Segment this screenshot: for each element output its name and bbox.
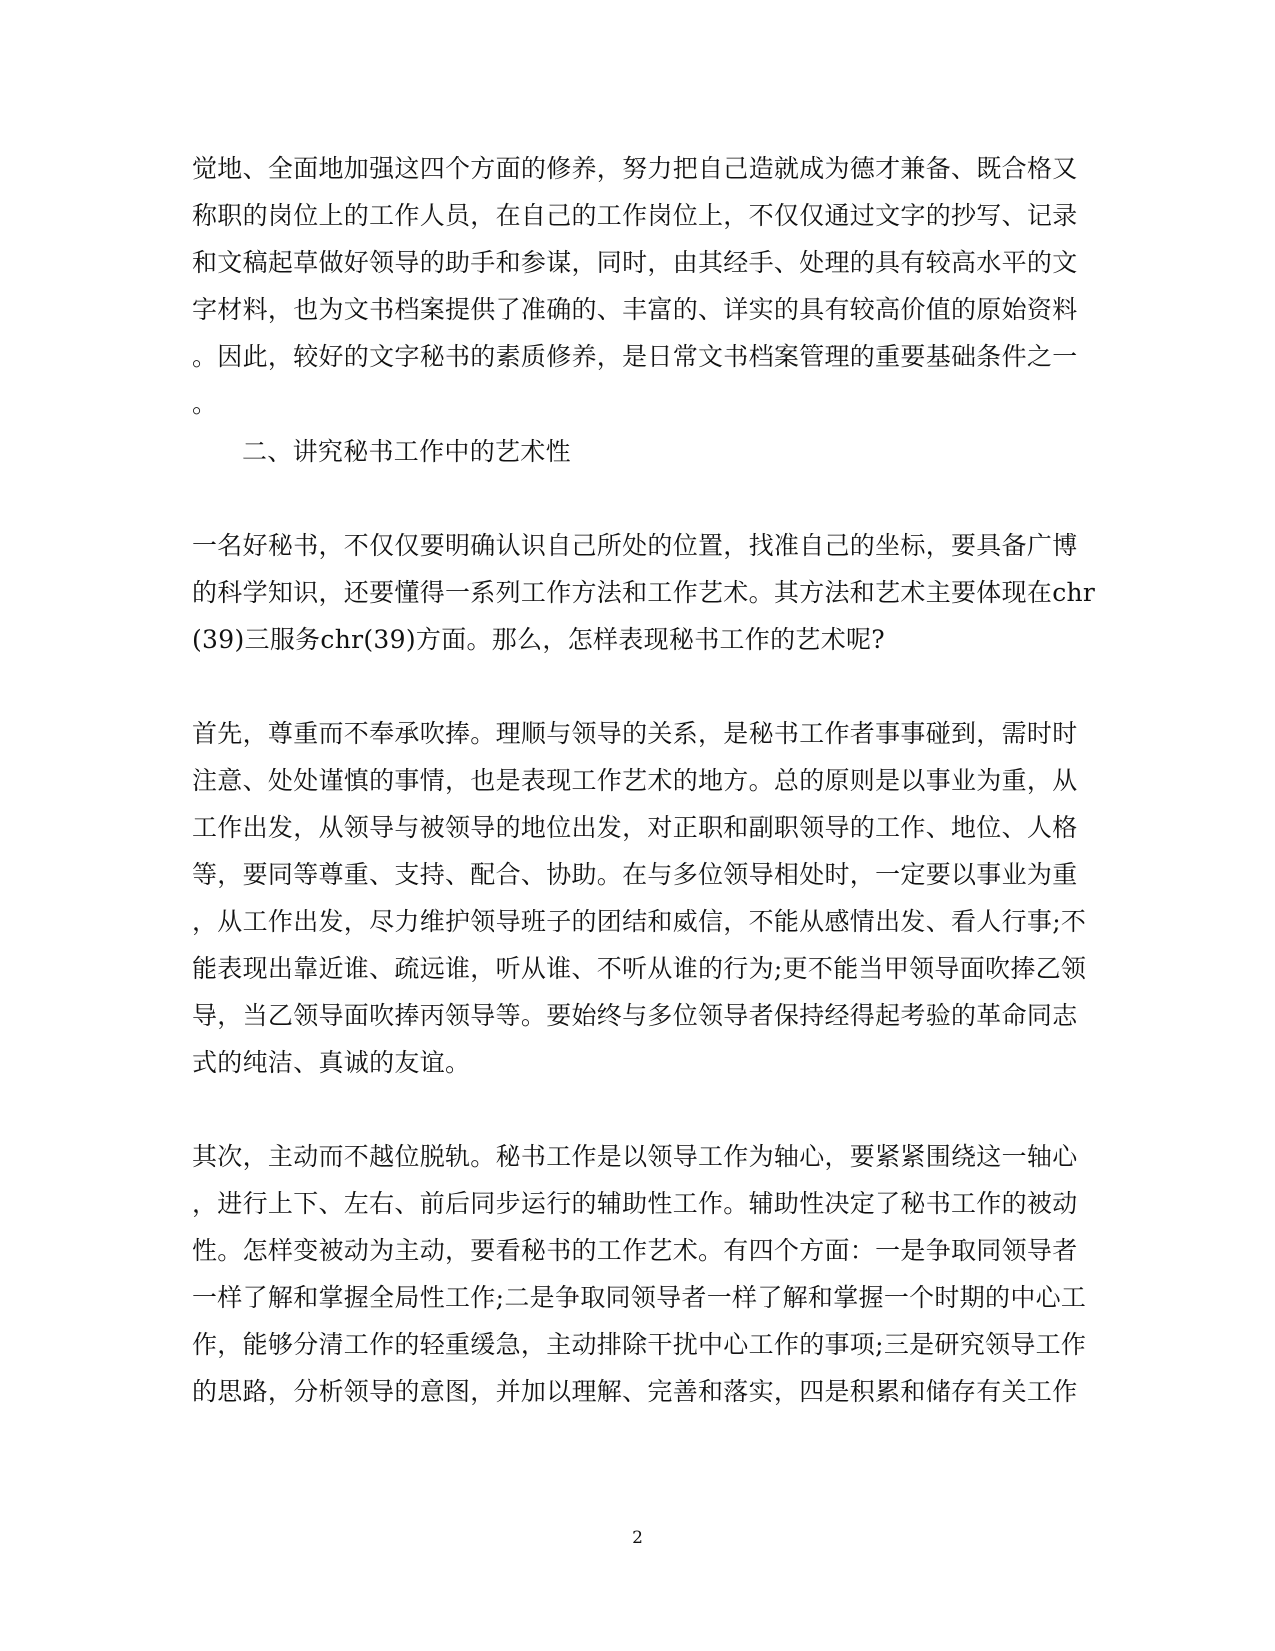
- text-line: 和文稿起草做好领导的助手和参谋，同时，由其经手、处理的具有较高水平的文: [192, 248, 1078, 277]
- text-line: 作，能够分清工作的轻重缓急，主动排除干扰中心工作的事项;三是研究领导工作: [192, 1330, 1087, 1359]
- text-line: 性。怎样变被动为主动，要看秘书的工作艺术。有四个方面：一是争取同领导者: [192, 1236, 1078, 1265]
- text-line: ，进行上下、左右、前后同步运行的辅助性工作。辅助性决定了秘书工作的被动: [192, 1189, 1078, 1218]
- text-line: 的科学知识，还要懂得一系列工作方法和工作艺术。其方法和艺术主要体现在chr: [192, 578, 1096, 607]
- text-line: 式的纯洁、真诚的友谊。: [192, 1048, 471, 1077]
- text-line: 一名好秘书，不仅仅要明确认识自己所处的位置，找准自己的坐标，要具备广博: [192, 531, 1078, 560]
- section-heading: 二、讲究秘书工作中的艺术性: [242, 437, 571, 466]
- text-line: 注意、处处谨慎的事情，也是表现工作艺术的地方。总的原则是以事业为重，从: [192, 766, 1078, 795]
- text-line: 首先，尊重而不奉承吹捧。理顺与领导的关系，是秘书工作者事事碰到，需时时: [192, 719, 1078, 748]
- text-line: 一样了解和掌握全局性工作;二是争取同领导者一样了解和掌握一个时期的中心工: [192, 1283, 1087, 1312]
- text-line: 的思路，分析领导的意图，并加以理解、完善和落实，四是积累和储存有关工作: [192, 1377, 1078, 1406]
- text-line: 觉地、全面地加强这四个方面的修养，努力把自己造就成为德才兼备、既合格又: [192, 154, 1078, 183]
- text-line: (39)三服务chr(39)方面。那么，怎样表现秘书工作的艺术呢?: [192, 625, 885, 654]
- page-number: 2: [632, 1528, 643, 1548]
- text-line: 等，要同等尊重、支持、配合、协助。在与多位领导相处时，一定要以事业为重: [192, 860, 1078, 889]
- text-line: 工作出发，从领导与被领导的地位出发，对正职和副职领导的工作、地位、人格: [192, 813, 1078, 842]
- text-line: 。因此，较好的文字秘书的素质修养，是日常文书档案管理的重要基础条件之一: [192, 342, 1078, 371]
- text-line: 称职的岗位上的工作人员，在自己的工作岗位上，不仅仅通过文字的抄写、记录: [192, 201, 1078, 230]
- text-line: 能表现出靠近谁、疏远谁，听从谁、不听从谁的行为;更不能当甲领导面吹捧乙领: [192, 954, 1087, 983]
- text-line: 。: [192, 389, 218, 418]
- text-line: 导，当乙领导面吹捧丙领导等。要始终与多位领导者保持经得起考验的革命同志: [192, 1001, 1078, 1030]
- text-line: 其次，主动而不越位脱轨。秘书工作是以领导工作为轴心，要紧紧围绕这一轴心: [192, 1142, 1078, 1171]
- text-line: 字材料，也为文书档案提供了准确的、丰富的、详实的具有较高价值的原始资料: [192, 295, 1078, 324]
- text-line: ，从工作出发，尽力维护领导班子的团结和威信，不能从感情出发、看人行事;不: [192, 907, 1087, 936]
